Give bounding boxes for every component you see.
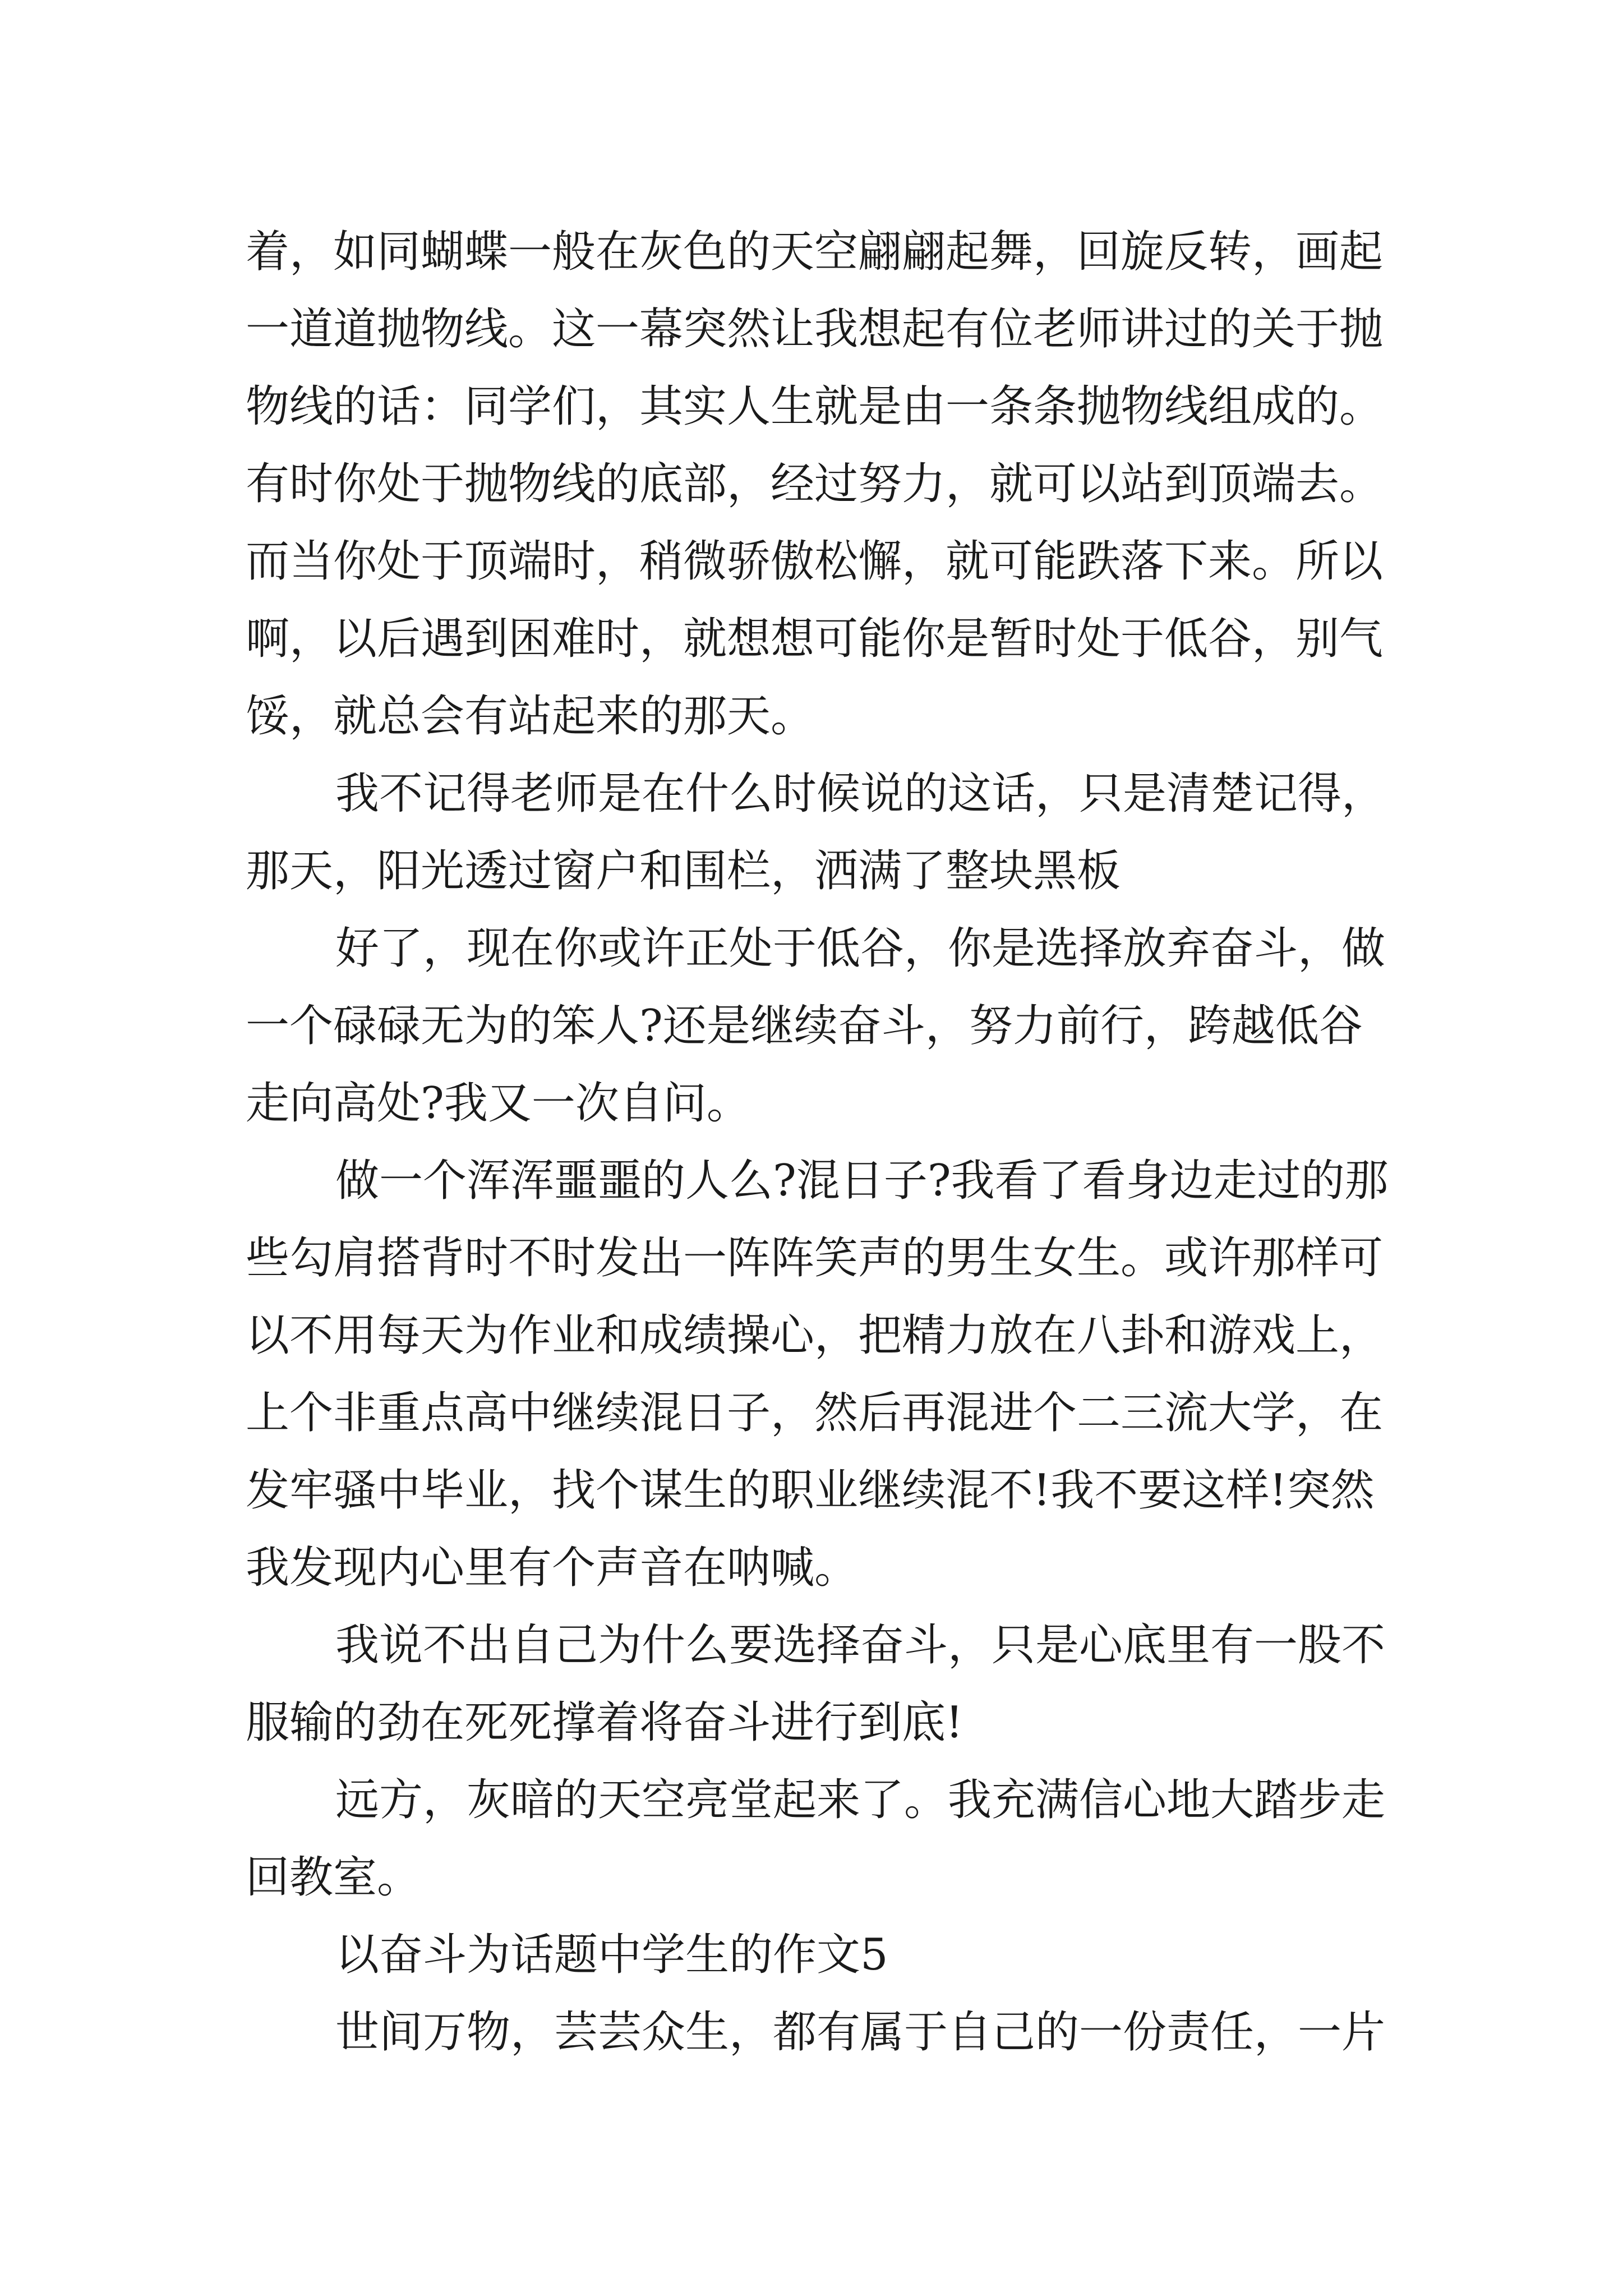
text-line: 啊，以后遇到困难时，就想想可能你是暂时处于低谷，别气 <box>246 614 1384 664</box>
text-line: 以不用每天为作业和成绩操心，把精力放在八卦和游戏上， <box>246 1310 1384 1361</box>
text-line: 回教室。 <box>246 1852 421 1903</box>
text-line: 一道道抛物线。这一幕突然让我想起有位老师讲过的关于抛 <box>246 304 1384 355</box>
paragraph-first-line: 远方，灰暗的天空亮堂起来了。我充满信心地大踏步走 <box>335 1775 1386 1825</box>
text-line: 那天，阳光透过窗户和围栏，洒满了整块黑板 <box>246 846 1121 896</box>
text-line: 一个碌碌无为的笨人?还是继续奋斗，努力前行，跨越低谷 <box>246 1001 1363 1051</box>
text-line: 馁，就总会有站起来的那天。 <box>246 691 815 742</box>
essay-text <box>246 213 1390 2071</box>
text-line: 服输的劲在死死撑着将奋斗进行到底! <box>246 1697 963 1748</box>
text-line: 而当你处于顶端时，稍微骄傲松懈，就可能跌落下来。所以 <box>246 536 1384 587</box>
essay-title: 以奋斗为话题中学生的作文5 <box>335 1930 888 1980</box>
paragraph-first-line: 我说不出自己为什么要选择奋斗，只是心底里有一股不 <box>335 1620 1386 1671</box>
paragraph-first-line: 好了，现在你或许正处于低谷，你是选择放弃奋斗，做 <box>335 923 1386 974</box>
text-line: 有时你处于抛物线的底部，经过努力，就可以站到顶端去。 <box>246 459 1384 509</box>
text-line: 我发现内心里有个声音在呐喊。 <box>246 1543 859 1593</box>
paragraph-first-line: 我不记得老师是在什么时候说的这话，只是清楚记得， <box>335 769 1386 819</box>
text-line: 些勾肩搭背时不时发出一阵阵笑声的男生女生。或许那样可 <box>246 1233 1384 1283</box>
text-line: 物线的话：同学们，其实人生就是由一条条抛物线组成的。 <box>246 381 1384 432</box>
paragraph-first-line: 做一个浑浑噩噩的人么?混日子?我看了看身边走过的那 <box>335 1156 1389 1206</box>
text-line: 走向高处?我又一次自问。 <box>246 1078 750 1129</box>
text-line: 着，如同蝴蝶一般在灰色的天空翩翩起舞，回旋反转，画起 <box>246 227 1384 277</box>
paragraph-first-line: 世间万物，芸芸众生，都有属于自己的一份责任，一片 <box>335 2007 1386 2058</box>
text-line: 发牢骚中毕业，找个谋生的职业继续混不!我不要这样!突然 <box>246 1465 1375 1516</box>
text-line: 上个非重点高中继续混日子，然后再混进个二三流大学，在 <box>246 1388 1384 1438</box>
